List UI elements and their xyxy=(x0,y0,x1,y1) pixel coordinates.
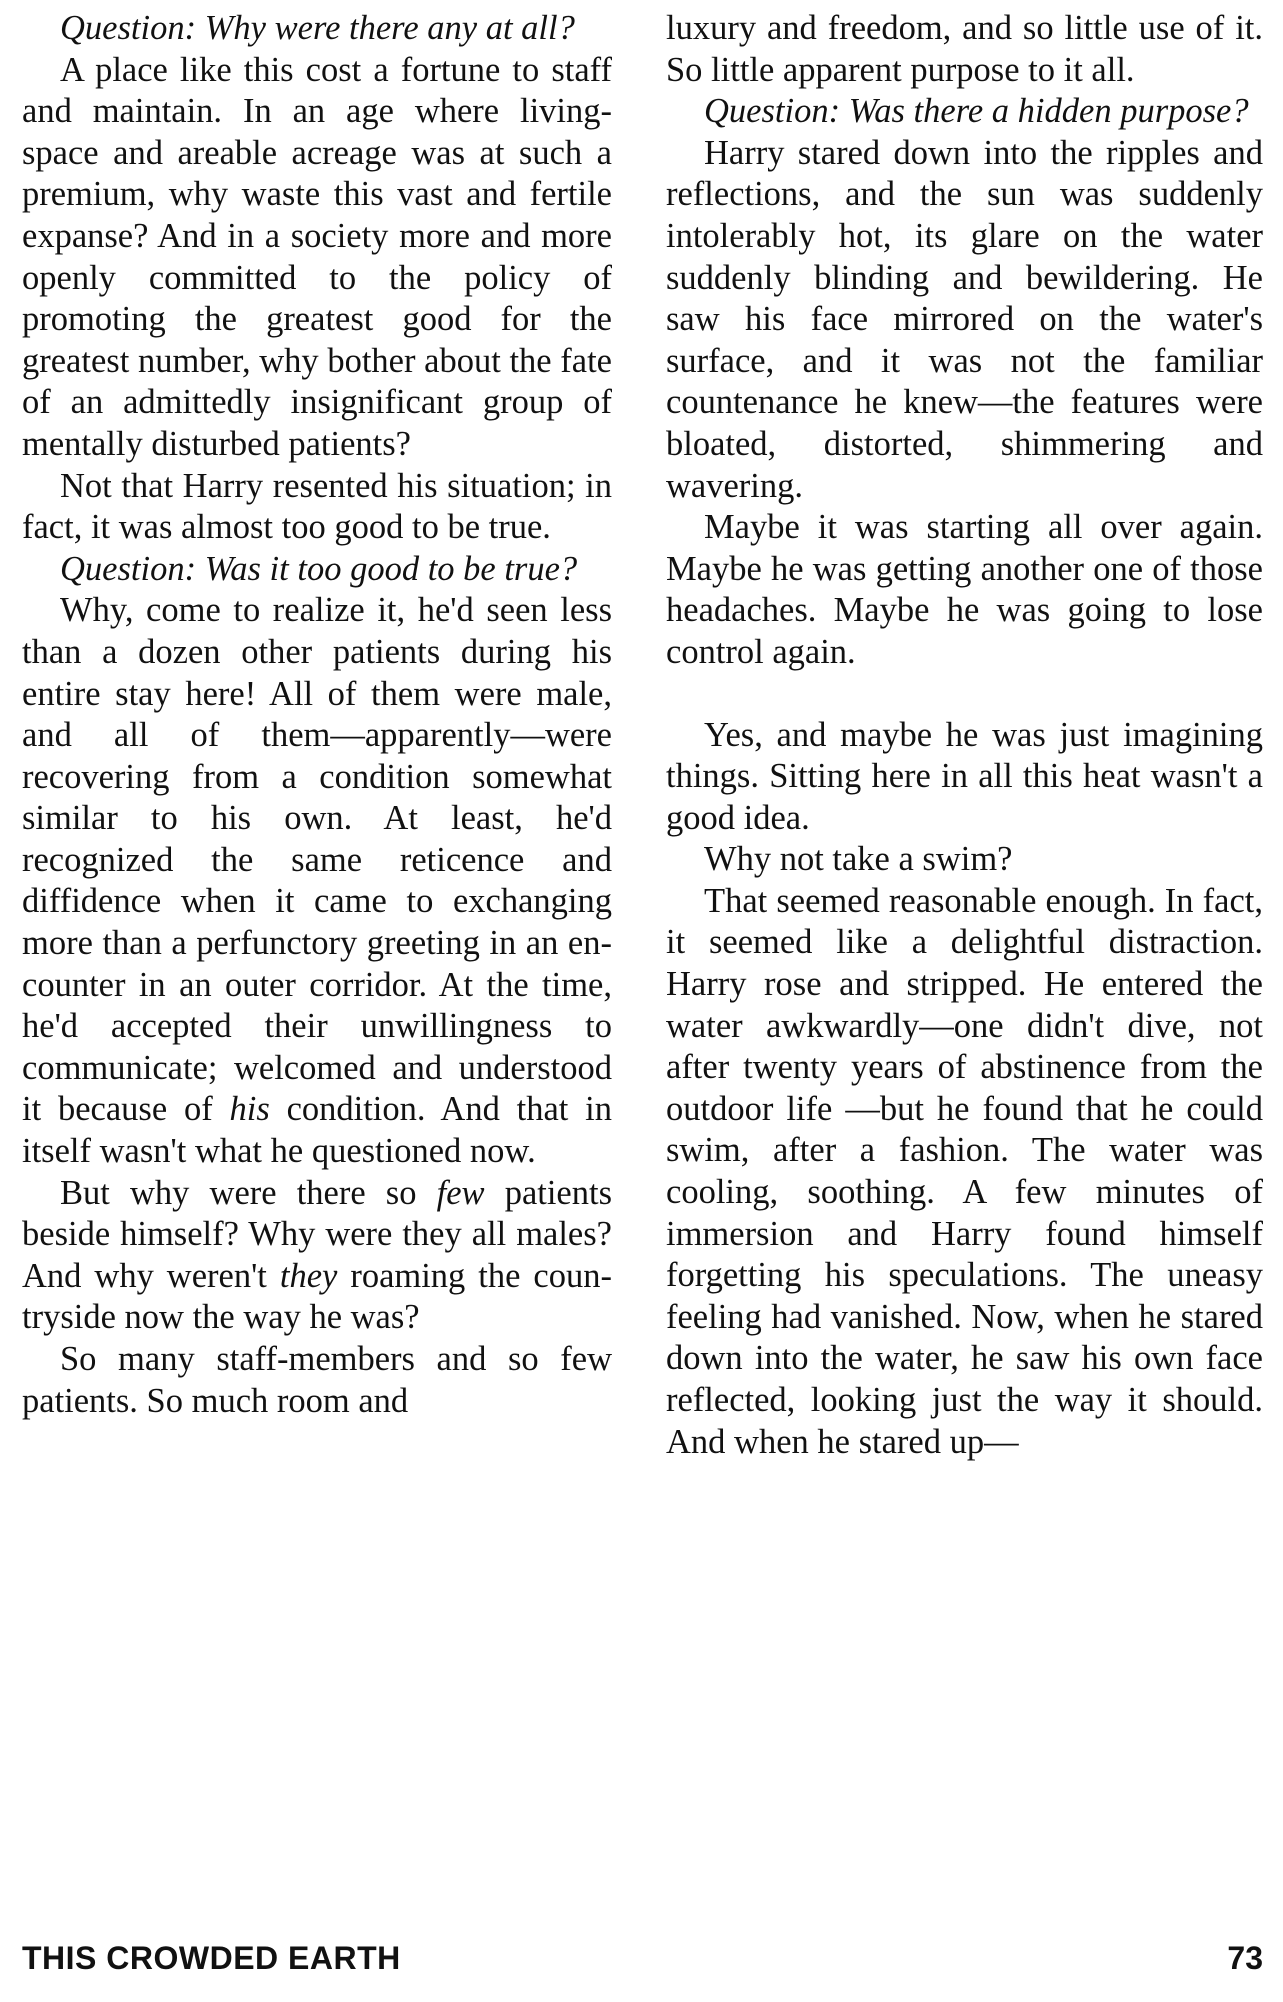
page-footer xyxy=(22,1940,1263,1990)
body-paragraph: Yes, and maybe he was just imagining things. Sitting here in all this heat wasn't a good idea. xyxy=(666,715,1263,837)
emphasis-text: his xyxy=(229,1090,270,1129)
body-paragraph: So many staff-members and so few patients. So much room and xyxy=(22,1340,612,1420)
text-run: Why, come to realize it, he'd seen less than a dozen other patients during his entire stay here! All of them were male, and all of them—apparently—were recovering from a condition somewhat similar to his own. At least, he'd recognized the same reticence and diffidence when it came to exchanging more than a perfunctory greeting in an encounter in an outer corridor. At the time, he'd accepted their unwillingness to communicate; welcomed and understood it because of xyxy=(22,591,612,1129)
body-paragraph: Not that Harry resented his situation; in fact, it was almost too good to be true. xyxy=(22,466,612,547)
right-column xyxy=(666,8,1263,1463)
body-paragraph: Maybe it was starting all over again. Maybe he was getting another one of those headaches. Maybe he was going to lose control again. xyxy=(666,508,1263,671)
body-paragraph: A place like this cost a fortune to staff and maintain. In an age where living-space and areable acreage was at such a premium, why waste this vast and fertile expanse? And in a society more and more openly committed to the policy of promoting the greatest good for the greatest number, why bother about the fate of an admittedly insignificant group of mentally disturbed patients? xyxy=(22,50,612,463)
text-run: But why were there so xyxy=(60,1173,437,1212)
body-paragraph xyxy=(22,590,612,1172)
question-paragraph: Question: Was there a hidden purpose? xyxy=(704,92,1249,131)
text-run: patients beside himself? Why were they all males? And why weren't xyxy=(22,1173,612,1295)
running-title: THIS CROWDED EARTH xyxy=(22,1940,401,1976)
body-paragraph: Harry stared down into the ripples and reflections, and the sun was suddenly intolerably hot, its glare on the water suddenly blinding and bewildering. He saw his face mirrored on the water's surface, and it was not the familiar countenance he knew—the features were bloated, distorted, shimmering and wavering. xyxy=(666,133,1263,505)
body-paragraph: That seemed reasonable enough. In fact, it seemed like a delightful distraction. Harry rose and stripped. He entered the water awkwardly—one didn't dive, not after twenty years of abstinence from the outdoor life —but he found that he could swim, after a fashion. The water was cooling, soothing. A few minutes of immersion and Harry found himself forgetting his speculations. The uneasy feeling had vanished. Now, when he stared down into the water, he saw his own face reflected, looking just the way it should. And when he stared up— xyxy=(666,881,1263,1461)
page-number: 73 xyxy=(1227,1940,1263,1976)
body-paragraph: Why not take a swim? xyxy=(704,840,1013,879)
left-column xyxy=(22,8,612,1422)
question-paragraph: Question: Was it too good to be true? xyxy=(60,549,578,588)
emphasis-text: few xyxy=(436,1173,485,1212)
body-paragraph xyxy=(22,1173,612,1339)
continued-paragraph: luxury and freedom, and so little use of it. So little apparent purpose to it all. xyxy=(666,9,1263,89)
text-run: condition. And that in itself wasn't what he questioned now. xyxy=(22,1090,612,1171)
magazine-page xyxy=(20,0,1263,2002)
question-paragraph: Question: Why were there any at all? xyxy=(60,9,575,47)
text-run: roaming the countryside now the way he was? xyxy=(22,1256,612,1337)
emphasis-text: they xyxy=(279,1256,338,1295)
